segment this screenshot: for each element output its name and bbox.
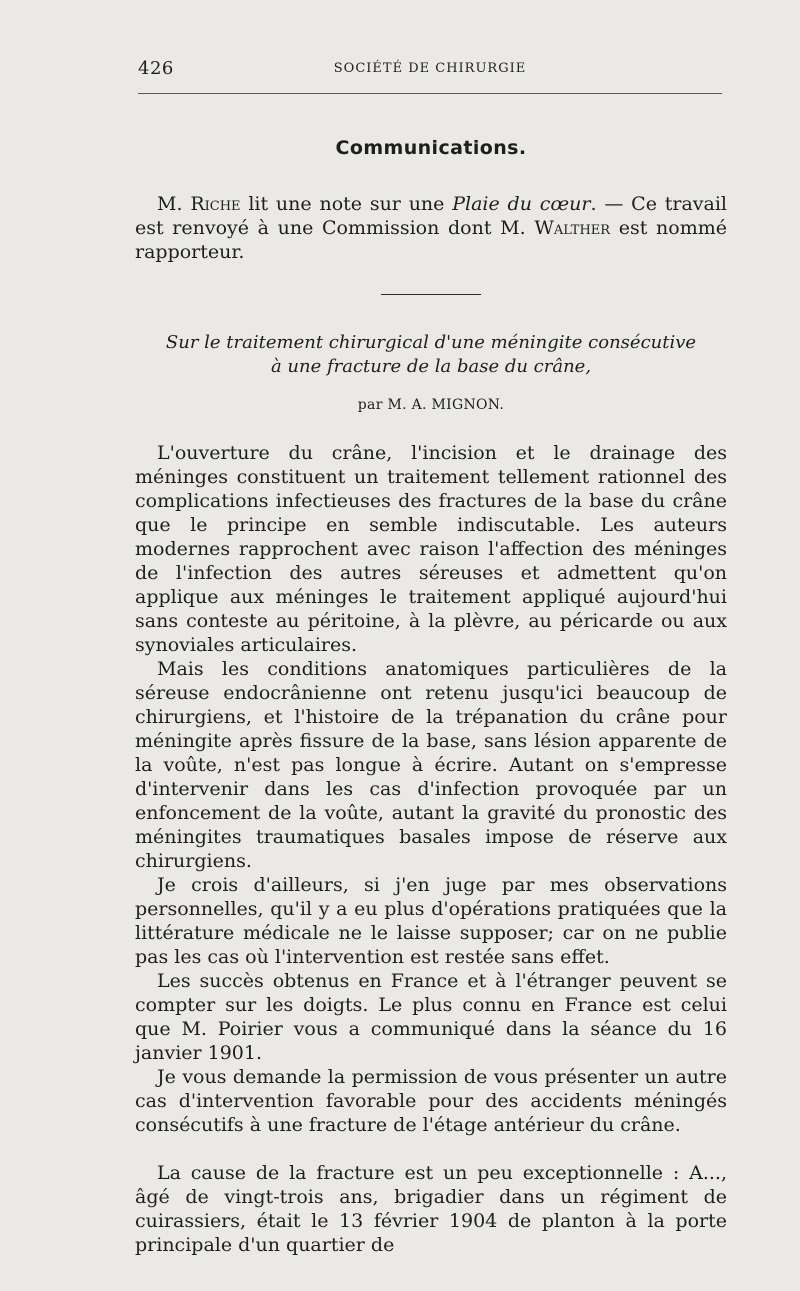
paragraph-gap [135,1137,727,1161]
section-divider [381,294,481,295]
author-name-riche: Riche [190,193,241,215]
text-fragment: M. [157,193,191,215]
work-title: Plaie du cœur [452,193,591,215]
article-author: par M. A. MIGNON. [357,397,505,413]
article-title-line-2: à une fracture de la base du crâne, [270,356,592,377]
article-title [135,331,727,379]
body-paragraph: L'ouverture du crâne, l'incision et le drainage des méninges constituent un traitement tellement rationnel des complications infectieuses des fractures de la base du crâne que le principe en semble indiscutable. Les auteurs modernes rapprochent avec raison l'affection des méninges de l'infection des autres séreuses et admettent qu'on applique aux méninges le traitement appliqué aujourd'hui sans conteste au péritoine, à la plèvre, au péricarde ou aux synoviales articulaires. [135,442,727,656]
communication-paragraph [135,192,727,264]
article-title-line-1: Sur le traitement chirurgical d'une méningite consécutive [165,332,697,353]
body-paragraph: Je crois d'ailleurs, si j'en juge par mes observations personnelles, qu'il y a eu plus d'opérations pratiquées que la littérature médicale ne le laisse supposer; car on ne publie pas les cas où l'intervention est restée sans effet. [135,874,727,968]
rapporteur-name: Walther [534,217,611,239]
text-fragment: lit une note sur une [240,193,453,215]
body-paragraph: La cause de la fracture est un peu exceptionnelle : A..., âgé de vingt-trois ans, brigadier dans un régiment de cuirassiers, était le 13 février 1904 de planton à la porte principale d'un quartier de [135,1162,727,1256]
body-paragraph: Je vous demande la permission de vous présenter un autre cas d'intervention favorable pour des accidents méningés consécutifs à une fracture de l'étage antérieur du crâne. [135,1066,727,1136]
text-fragment: . — Ce travail est renvoyé à une Commission dont M. [135,193,727,239]
running-head: SOCIÉTÉ DE CHIRURGIE [333,61,527,76]
body-paragraph: Mais les conditions anatomiques particulières de la séreuse endocrânienne ont retenu jusqu'ici beaucoup de chirurgiens, et l'histoire de la trépanation du crâne pour méningite après fissure de la base, sans lésion apparente de la voûte, n'est pas longue à écrire. Autant on s'empresse d'intervenir dans les cas d'infection provoquée par un enfoncement de la voûte, autant la gravité du pronostic des méningites traumatiques basales impose de réserve aux chirurgiens. [135,658,727,872]
page-content [135,128,727,1257]
text-fragment: est nommé rapporteur. [135,217,727,263]
header-rule [138,93,722,94]
body-paragraph: Les succès obtenus en France et à l'étranger peuvent se compter sur les doigts. Le plus connu en France est celui que M. Poirier vous a communiqué dans la séance du 16 janvier 1901. [135,970,727,1064]
section-title: Communications. [335,137,527,159]
page-header [138,58,722,82]
page-number: 426 [138,58,174,79]
